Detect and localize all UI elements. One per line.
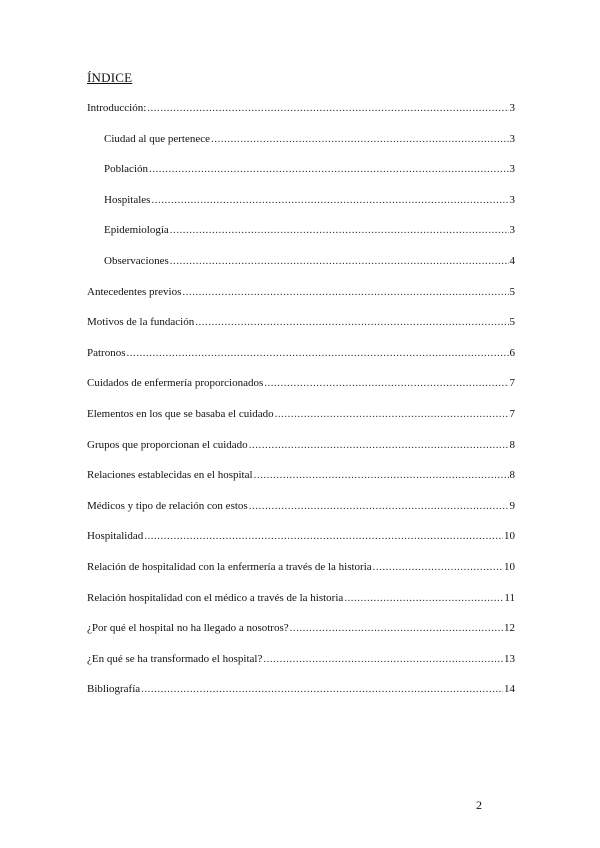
dot-leader <box>263 653 503 665</box>
toc-entry-cuidados[interactable] <box>87 377 515 408</box>
toc-entry-label: Relaciones establecidas en el hospital <box>87 469 253 482</box>
toc-entry-label: Ciudad al que pertenece <box>104 132 210 145</box>
toc-entry-label: Antecedentes previos <box>87 285 182 298</box>
toc-entry-page: 3 <box>509 132 515 145</box>
toc-entry-epidemiologia[interactable] <box>87 224 515 255</box>
toc-entry-page: 8 <box>509 438 515 451</box>
toc-entry-page: 14 <box>504 683 515 696</box>
toc-entry-label: Elementos en los que se basaba el cuidado <box>87 407 274 420</box>
toc-entry-relaciones[interactable] <box>87 469 515 500</box>
toc-entry-page: 3 <box>509 224 515 237</box>
toc-entry-medicos[interactable] <box>87 500 515 531</box>
toc-entry-hospitalidad[interactable] <box>87 530 515 561</box>
toc-entry-label: Población <box>104 163 148 176</box>
toc-entry-label: Motivos de la fundación <box>87 316 195 329</box>
toc-entry-page: 6 <box>509 346 515 359</box>
toc-entry-elementos[interactable] <box>87 408 515 439</box>
toc-entry-page: 4 <box>509 254 515 267</box>
toc-entry-grupos[interactable] <box>87 439 515 470</box>
toc-entry-label: Relación de hospitalidad con la enfermería a través de la historia <box>87 560 372 573</box>
dot-leader <box>127 347 509 359</box>
dot-leader <box>195 316 508 328</box>
dot-leader <box>144 530 503 542</box>
toc-entry-page: 5 <box>509 316 515 329</box>
toc-entry-en-que[interactable] <box>87 653 515 684</box>
toc-entry-label: Grupos que proporcionan el cuidado <box>87 438 248 451</box>
dot-leader <box>249 439 509 451</box>
dot-leader <box>141 683 503 695</box>
toc-title: ÍNDICE <box>87 70 133 85</box>
toc-entry-page: 3 <box>509 163 515 176</box>
dot-leader <box>275 408 509 420</box>
toc-entry-hospitalidad-enfermeria[interactable] <box>87 561 515 592</box>
toc-entry-label: Epidemiología <box>104 224 169 237</box>
toc-entry-hospitales[interactable] <box>87 194 515 225</box>
dot-leader <box>151 194 508 206</box>
dot-leader <box>182 286 508 298</box>
toc-entry-label: Cuidados de enfermería proporcionados <box>87 377 264 390</box>
toc-entry-page: 5 <box>509 285 515 298</box>
toc-entry-label: ¿Por qué el hospital no ha llegado a nosotros? <box>87 622 289 635</box>
toc-entry-bibliografia[interactable] <box>87 683 515 714</box>
dot-leader <box>254 469 509 481</box>
toc-entry-label: Médicos y tipo de relación con estos <box>87 499 248 512</box>
toc-entry-page: 10 <box>504 530 515 543</box>
toc-entry-antecedentes[interactable] <box>87 286 515 317</box>
toc-entry-page: 8 <box>509 469 515 482</box>
dot-leader <box>344 592 503 604</box>
toc-entry-page: 7 <box>509 407 515 420</box>
toc-entry-page: 10 <box>504 560 515 573</box>
toc-entry-page: 7 <box>509 377 515 390</box>
toc-entry-page: 11 <box>504 591 515 604</box>
toc-entry-page: 13 <box>504 652 515 665</box>
toc-entry-label: Hospitalidad <box>87 530 144 543</box>
toc-entry-patronos[interactable] <box>87 347 515 378</box>
toc-entry-label: ¿En qué se ha transformado el hospital? <box>87 652 263 665</box>
toc-entry-label: Hospitales <box>104 193 151 206</box>
toc-entry-label: Introducción: <box>87 102 147 114</box>
dot-leader <box>211 133 509 145</box>
toc-entry-poblacion[interactable] <box>87 163 515 194</box>
dot-leader <box>170 224 509 236</box>
dot-leader <box>170 255 509 267</box>
toc-entry-page: 12 <box>504 622 515 635</box>
toc-entry-hospitalidad-medico[interactable] <box>87 592 515 623</box>
toc-entry-label: Patronos <box>87 346 126 359</box>
toc-entry-page: 3 <box>509 102 515 114</box>
dot-leader <box>147 102 508 114</box>
toc-entry-page: 9 <box>509 499 515 512</box>
dot-leader <box>373 561 503 573</box>
toc-entry-label: Bibliografía <box>87 683 141 696</box>
toc-entry-page: 3 <box>509 193 515 206</box>
dot-leader <box>264 377 508 389</box>
page-number: 2 <box>476 798 482 812</box>
toc-entry-por-que[interactable] <box>87 622 515 653</box>
dot-leader <box>290 622 503 634</box>
toc-entry-motivos[interactable] <box>87 316 515 347</box>
dot-leader <box>249 500 509 512</box>
table-of-contents <box>87 102 515 714</box>
toc-entry-observaciones[interactable] <box>87 255 515 286</box>
toc-entry-ciudad[interactable] <box>87 133 515 164</box>
toc-entry-label: Observaciones <box>104 254 169 267</box>
toc-entry-label: Relación hospitalidad con el médico a través de la historia <box>87 591 344 604</box>
toc-entry-introduccion[interactable] <box>87 102 515 133</box>
dot-leader <box>149 163 509 175</box>
